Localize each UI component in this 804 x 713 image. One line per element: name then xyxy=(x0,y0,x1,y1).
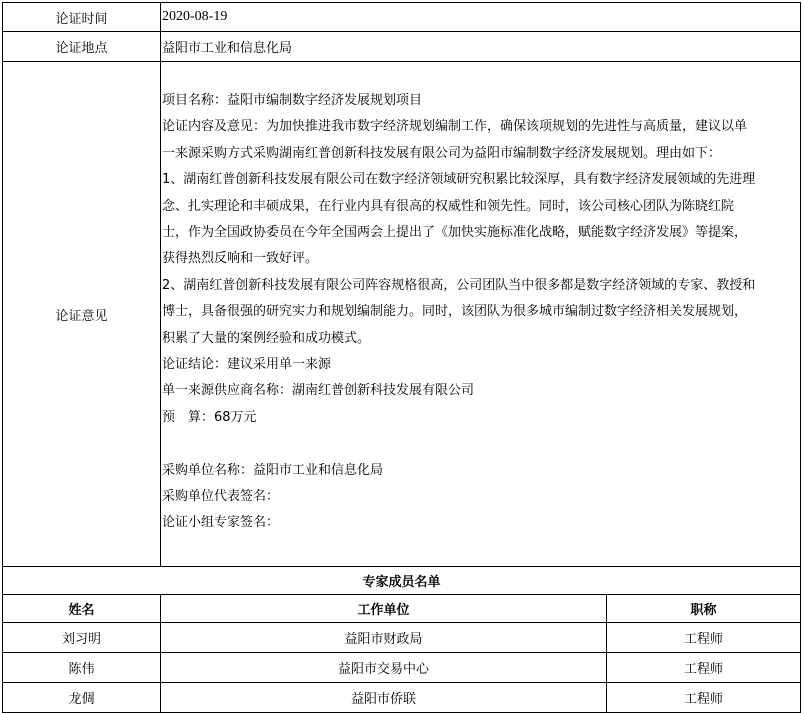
supplier-name: 单一来源供应商名称：湖南红普创新科技发展有限公司 xyxy=(162,383,475,399)
time-row xyxy=(3,3,801,32)
opinion-label: 论证意见 xyxy=(3,62,161,567)
header-unit: 工作单位 xyxy=(161,595,607,623)
opinion-content xyxy=(161,62,801,567)
header-title: 职称 xyxy=(607,595,801,623)
expert-name: 龙倜 xyxy=(3,683,161,713)
experts-header-row xyxy=(3,595,801,623)
expert-name: 刘习明 xyxy=(3,623,161,653)
experts-title: 专家成员名单 xyxy=(3,567,801,595)
content-line: 士，作为全国政协委员在今年全国两会上提出了《加快实施标准化战略，赋能数字经济发展》等提案， xyxy=(162,225,748,241)
content-line: 博士，具备很强的研究实力和规划编制能力。同时，该团队为很多城市编制过数字经济相关发展规划， xyxy=(162,304,748,320)
content-line: 1、湖南红普创新科技发展有限公司在数字经济领域研究积累比较深厚，具有数字经济发展领域的先进理 xyxy=(162,172,756,188)
table-row xyxy=(3,683,801,713)
purchaser-name: 采购单位名称：益阳市工业和信息化局 xyxy=(162,462,384,478)
table-row xyxy=(3,623,801,653)
expert-unit: 益阳市交易中心 xyxy=(161,653,607,683)
table-row xyxy=(3,653,801,683)
content-line: 一来源采购方式采购湖南红普创新科技发展有限公司为益阳市编制数字经济发展规划。理由如下： xyxy=(162,145,722,161)
content-line: 积累了大量的案例经验和成功模式。 xyxy=(162,330,371,346)
experts-title-row xyxy=(3,567,801,595)
expert-title: 工程师 xyxy=(607,623,801,653)
content-line: 念、扎实理论和丰硕成果，在行业内具有很高的权威性和领先性。同时，该公司核心团队为陈晓红院 xyxy=(162,198,735,214)
expert-title: 工程师 xyxy=(607,653,801,683)
content-line: 获得热烈反响和一致好评。 xyxy=(162,251,319,267)
project-name: 项目名称：益阳市编制数字经济发展规划项目 xyxy=(162,93,423,108)
content-line: 2、湖南红普创新科技发展有限公司阵容规格很高，公司团队当中很多都是数字经济领域的专家、教授和 xyxy=(162,277,756,293)
argument-form-table xyxy=(2,2,801,713)
expert-unit: 益阳市财政局 xyxy=(161,623,607,653)
budget: 预 算：68万元 xyxy=(162,409,257,425)
conclusion: 论证结论：建议采用单一来源 xyxy=(162,357,332,373)
expert-signature: 论证小组专家签名： xyxy=(162,515,280,531)
header-name: 姓名 xyxy=(3,595,161,623)
purchaser-rep-signature: 采购单位代表签名： xyxy=(162,489,280,505)
expert-name: 陈伟 xyxy=(3,653,161,683)
place-value: 益阳市工业和信息化局 xyxy=(161,32,801,62)
expert-title: 工程师 xyxy=(607,683,801,713)
time-value: 2020-08-19 xyxy=(161,3,801,32)
expert-unit: 益阳市侨联 xyxy=(161,683,607,713)
content-line: 论证内容及意见：为加快推进我市数字经济规划编制工作，确保该项规划的先进性与高质量，建议以单 xyxy=(162,119,748,135)
time-label: 论证时间 xyxy=(3,3,161,32)
place-label: 论证地点 xyxy=(3,32,161,62)
opinion-row xyxy=(3,62,801,567)
spacer xyxy=(162,431,800,457)
place-row xyxy=(3,32,801,62)
